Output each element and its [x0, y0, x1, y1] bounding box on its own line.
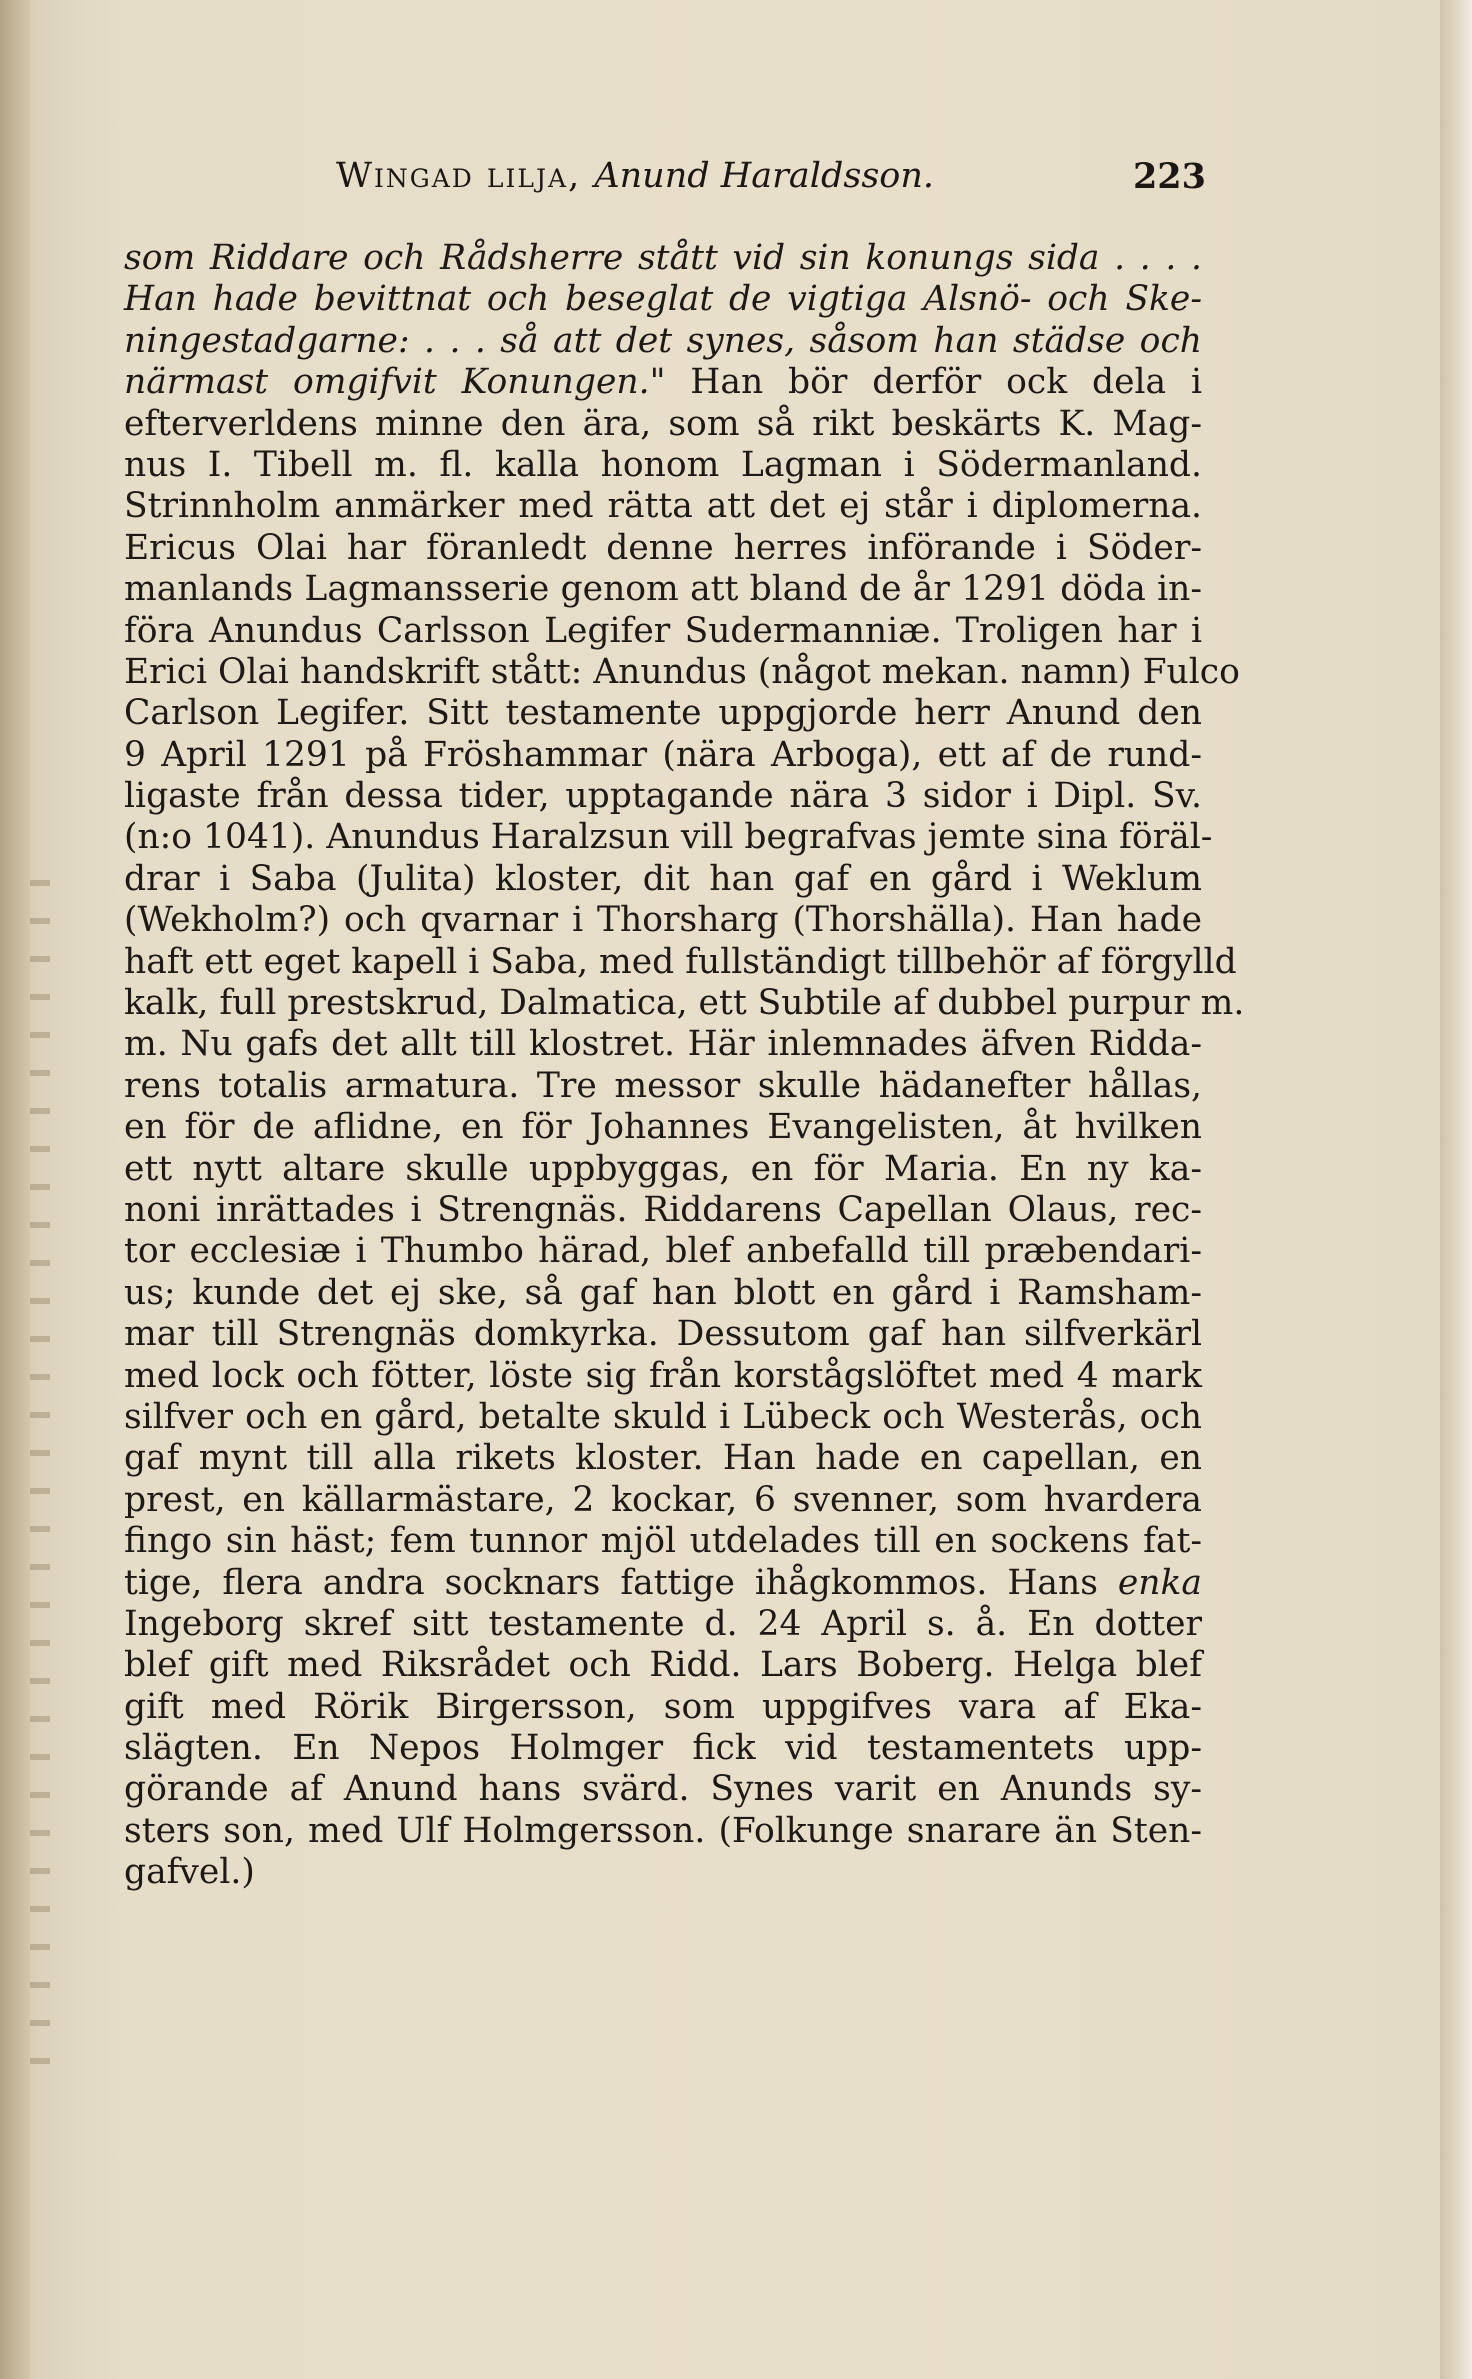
text-line	[124, 1066, 1202, 1107]
text-line	[124, 983, 1245, 1024]
text-segment: 9 April 1291 på Fröshammar (nära Arboga), ett af de rund-	[124, 734, 1202, 775]
text-line	[124, 1480, 1202, 1521]
text-line	[124, 445, 1202, 486]
text-line	[124, 941, 1237, 983]
text-segment: gafvel.)	[124, 1852, 255, 1893]
text-line	[124, 859, 1202, 900]
running-title-caps: Wingad lilja,	[336, 156, 582, 196]
text-line	[124, 817, 1213, 858]
text-line	[124, 900, 1202, 941]
text-segment: slägten. En Nepos Holmger fick vid testamentets upp-	[124, 1728, 1202, 1769]
text-line	[124, 1687, 1202, 1728]
text-line	[124, 528, 1202, 569]
text-segment: ningestadgarne: . . . så att det synes, såsom han städse och	[124, 320, 1202, 361]
text-segment: Han hade bevittnat och beseglat de vigtiga Alsnö- och Ske-	[124, 279, 1202, 320]
text-line	[124, 1438, 1202, 1479]
text-line	[124, 1852, 1202, 1893]
running-title-italic: Anund Haraldsson.	[594, 156, 935, 196]
text-line	[124, 1563, 1202, 1604]
text-segment: haft ett eget kapell i Saba, med fullständigt tillbehör af förgylld	[124, 941, 1237, 982]
text-line	[124, 1107, 1202, 1148]
text-line	[124, 1231, 1202, 1272]
text-segment: kalk, full prestskrud, Dalmatica, ett Subtile af dubbel purpur m.	[124, 983, 1245, 1024]
text-line	[124, 1769, 1202, 1810]
text-segment: (Wekholm?) och qvarnar i Thorsharg (Thorshälla). Han hade	[124, 900, 1202, 941]
text-line	[124, 569, 1202, 610]
text-segment: enka	[1117, 1562, 1202, 1603]
text-segment: (n:o 1041). Anundus Haralzsun vill begrafvas jemte sina föräl-	[124, 817, 1213, 858]
text-line	[124, 404, 1202, 445]
text-segment: us; kunde det ej ske, så gaf han blott en gård i Ramsham-	[124, 1272, 1202, 1313]
text-line	[124, 1728, 1202, 1769]
text-segment: Han bör derför ock dela i	[665, 362, 1202, 403]
text-line	[124, 1314, 1202, 1355]
text-line	[124, 321, 1202, 362]
text-segment: efterverldens minne den ära, som så rikt beskärts K. Mag-	[124, 403, 1202, 444]
text-segment: prest, en källarmästare, 2 kockar, 6 svenner, som hvardera	[124, 1479, 1202, 1520]
running-title	[336, 156, 934, 196]
text-line	[124, 1811, 1202, 1852]
text-line	[124, 693, 1202, 734]
text-line	[124, 1149, 1202, 1190]
text-segment: nus I. Tibell m. fl. kalla honom Lagman i Södermanland.	[124, 444, 1202, 485]
text-segment: mar till Strengnäs domkyrka. Dessutom gaf han silfverkärl	[124, 1314, 1202, 1355]
body-text	[124, 238, 1245, 1894]
text-segment: närmast omgifvit Konungen."	[124, 362, 666, 403]
text-segment: föra Anundus Carlsson Legifer Sudermanniæ. Troligen har i	[124, 610, 1202, 651]
bleed-through-marks	[30, 880, 50, 2080]
text-line	[124, 362, 1202, 403]
text-segment: rens totalis armatura. Tre messor skulle hädanefter hållas,	[124, 1065, 1202, 1106]
text-segment: fingo sin häst; fem tunnor mjöl utdelades till en sockens fat-	[124, 1521, 1202, 1562]
text-segment: med lock och fötter, löste sig från korstågslöftet med 4 mark	[124, 1355, 1202, 1396]
text-segment: gift med Rörik Birgersson, som uppgifves vara af Eka-	[124, 1686, 1202, 1727]
text-line	[124, 1190, 1202, 1231]
text-segment: m. Nu gafs det allt till klostret. Här inlemnades äfven Ridda-	[124, 1024, 1202, 1065]
text-line	[124, 279, 1202, 320]
text-segment: manlands Lagmansserie genom att bland de år 1291 döda in-	[124, 569, 1202, 610]
text-line	[124, 1397, 1202, 1438]
text-line	[124, 611, 1202, 652]
text-line	[124, 1024, 1202, 1065]
text-segment: sters son, med Ulf Holmgersson. (Folkunge snarare än Sten-	[124, 1810, 1202, 1851]
text-segment: silfver och en gård, betalte skuld i Lübeck och Westerås, och	[124, 1396, 1202, 1437]
text-segment: noni inrättades i Strengnäs. Riddarens Capellan Olaus, rec-	[124, 1189, 1202, 1230]
text-line	[124, 1273, 1202, 1314]
text-segment: ett nytt altare skulle uppbyggas, en för Maria. En ny ka-	[124, 1148, 1202, 1189]
text-segment: Ingeborg skref sitt testamente d. 24 April s. å. En dotter	[124, 1603, 1202, 1644]
text-segment: ligaste från dessa tider, upptagande nära 3 sidor i Dipl. Sv.	[124, 776, 1202, 817]
text-segment: Erici Olai handskrift stått: Anundus (något mekan. namn) Fulco	[124, 651, 1240, 692]
text-line	[124, 238, 1202, 279]
text-line	[124, 651, 1240, 693]
text-line	[124, 735, 1202, 776]
text-line	[124, 1645, 1202, 1686]
text-segment: drar i Saba (Julita) kloster, dit han gaf en gård i Weklum	[124, 858, 1202, 899]
text-segment: Carlson Legifer. Sitt testamente uppgjorde herr Anund den	[124, 693, 1202, 734]
text-segment: gaf mynt till alla rikets kloster. Han hade en capellan, en	[124, 1438, 1202, 1479]
page-gutter	[0, 0, 30, 2379]
text-line	[124, 1521, 1202, 1562]
text-segment: tor ecclesiæ i Thumbo härad, blef anbefalld till præbendari-	[124, 1231, 1202, 1272]
text-line	[124, 1356, 1202, 1397]
text-segment: tige, flera andra socknars fattige ihågkommos. Hans	[124, 1562, 1118, 1603]
text-segment: görande af Anund hans svärd. Synes varit en Anunds sy-	[124, 1769, 1202, 1810]
page-edge	[1440, 0, 1472, 2379]
text-segment: en för de aflidne, en för Johannes Evangelisten, åt hvilken	[124, 1107, 1202, 1148]
text-segment: blef gift med Riksrådet och Ridd. Lars Boberg. Helga blef	[124, 1645, 1202, 1686]
running-header	[336, 156, 1206, 212]
text-segment: Strinnholm anmärker med rätta att det ej står i diplomerna.	[124, 486, 1202, 527]
text-line	[124, 1604, 1202, 1645]
page-number: 223	[1132, 156, 1206, 197]
text-segment: Ericus Olai har föranledt denne herres införande i Söder-	[124, 527, 1202, 568]
text-segment: som Riddare och Rådsherre stått vid sin konungs sida . . . .	[124, 238, 1202, 278]
text-line	[124, 776, 1202, 817]
text-line	[124, 486, 1202, 527]
